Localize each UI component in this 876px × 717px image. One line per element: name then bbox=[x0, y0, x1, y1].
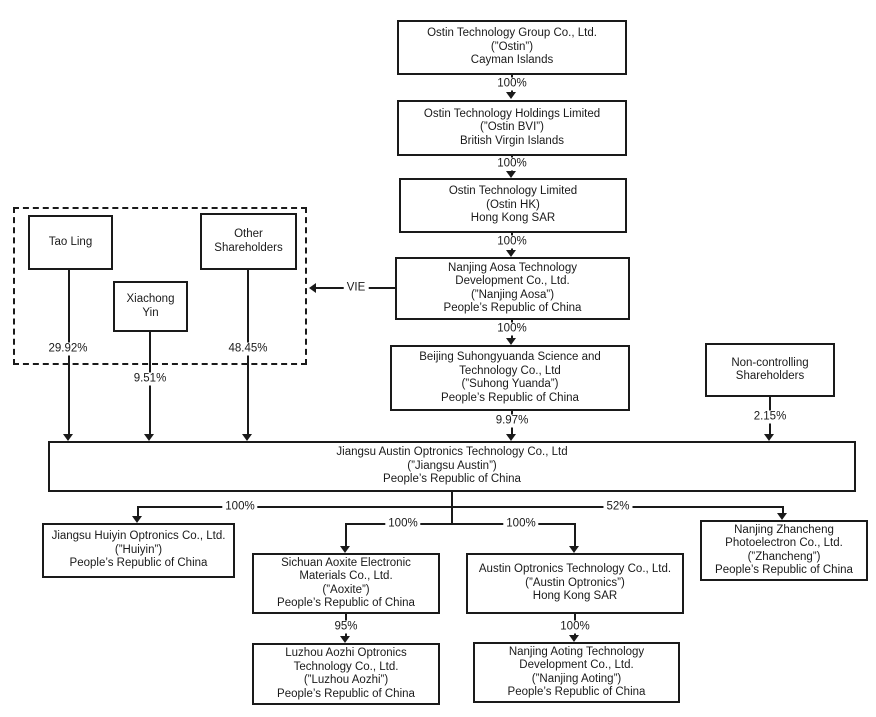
arrowhead-down bbox=[132, 516, 142, 523]
connector-zhancheng-drop bbox=[782, 506, 784, 513]
edge-label-ownership: 29.92% bbox=[45, 343, 90, 356]
arrowhead-down bbox=[63, 434, 73, 441]
node-line: Shareholders bbox=[735, 370, 805, 382]
node-line: People’s Republic of China bbox=[441, 391, 579, 404]
node-xiachong-yin bbox=[113, 281, 188, 332]
node-line: (”Ostin”) bbox=[490, 40, 534, 53]
node-line: Cayman Islands bbox=[470, 54, 554, 67]
edge-label-vie: VIE bbox=[344, 282, 369, 295]
edge-label-ownership: 9.97% bbox=[493, 415, 532, 428]
node-line: (Ostin HK) bbox=[486, 198, 540, 211]
connector-level2-rail bbox=[345, 523, 576, 525]
node-line: Sichuan Aoxite Electronic bbox=[281, 556, 411, 569]
edge-label-ownership: 95% bbox=[331, 621, 360, 634]
arrowhead-down bbox=[777, 513, 787, 520]
node-ostin-group bbox=[397, 20, 627, 75]
edge-label-ownership: 100% bbox=[494, 236, 529, 249]
node-line: People’s Republic of China bbox=[443, 302, 582, 314]
connector-stem bbox=[451, 492, 453, 525]
node-line: Nanjing Aosa Technology bbox=[448, 261, 577, 274]
node-line: Jiangsu Huiyin Optronics Co., Ltd. bbox=[51, 530, 226, 543]
arrowhead-down bbox=[340, 636, 350, 643]
node-line: Austin Optronics Technology Co., Ltd. bbox=[478, 563, 672, 576]
arrowhead-down bbox=[506, 338, 516, 345]
node-ostin-bvi bbox=[397, 100, 627, 156]
edge-label-ownership: 100% bbox=[385, 518, 420, 531]
node-line: Ostin Technology Group Co., Ltd. bbox=[427, 27, 597, 40]
node-line: Photoelectron Co., Ltd. bbox=[725, 537, 843, 549]
arrowhead-down bbox=[144, 434, 154, 441]
node-line: Materials Co., Ltd. bbox=[299, 570, 393, 582]
arrowhead-down bbox=[340, 546, 350, 553]
node-line: People’s Republic of China bbox=[277, 687, 415, 700]
node-line: (”Huiyin”) bbox=[114, 543, 163, 556]
node-aoxite bbox=[252, 553, 440, 614]
node-line: (”Ostin BVI”) bbox=[480, 121, 544, 134]
node-line: Development Co., Ltd. bbox=[519, 659, 634, 671]
node-nanjing-aoting bbox=[473, 642, 680, 703]
node-line: (”Luzhou Aozhi”) bbox=[303, 674, 389, 686]
node-austin-optronics bbox=[466, 553, 684, 614]
node-huiyin bbox=[42, 523, 235, 578]
node-line: British Virgin Islands bbox=[460, 134, 564, 147]
node-line: People’s Republic of China bbox=[507, 686, 646, 698]
node-non-controlling-shareholders bbox=[705, 343, 835, 397]
node-nanjing-aosa bbox=[395, 257, 630, 320]
node-line: Other bbox=[234, 228, 263, 240]
node-line: Tao Ling bbox=[48, 235, 93, 248]
edge-label-ownership: 100% bbox=[494, 158, 529, 171]
node-line: (”Zhancheng”) bbox=[747, 550, 821, 563]
connector-austin-optronics-drop bbox=[574, 523, 576, 546]
node-line: People’s Republic of China bbox=[715, 564, 853, 576]
node-line: Technology Co., Ltd bbox=[459, 364, 561, 377]
node-line: (”Nanjing Aoting”) bbox=[531, 672, 622, 685]
node-line: Hong Kong SAR bbox=[470, 212, 556, 225]
node-line: Non-controlling bbox=[731, 356, 809, 369]
node-line: Nanjing Aoting Technology bbox=[508, 645, 645, 658]
node-line: Technology Co., Ltd. bbox=[293, 660, 399, 673]
node-line: (”Austin Optronics”) bbox=[525, 576, 625, 589]
node-line: Hong Kong SAR bbox=[532, 590, 618, 603]
arrowhead-down bbox=[506, 434, 516, 441]
arrowhead-down bbox=[764, 434, 774, 441]
arrowhead-down bbox=[242, 434, 252, 441]
node-other-shareholders bbox=[200, 213, 297, 270]
node-line: Nanjing Zhancheng bbox=[734, 523, 834, 536]
edge-label-ownership: 2.15% bbox=[751, 411, 790, 424]
node-line: (”Jiangsu Austin”) bbox=[407, 459, 497, 472]
node-line: (”Nanjing Aosa”) bbox=[470, 288, 555, 301]
node-line: Ostin Technology Limited bbox=[448, 185, 578, 198]
node-jiangsu-austin bbox=[48, 441, 856, 492]
node-line: Luzhou Aozhi Optronics bbox=[285, 647, 407, 659]
node-suhong-yuanda bbox=[390, 345, 630, 411]
node-line: (”Suhong Yuanda”) bbox=[461, 378, 559, 390]
node-line: Jiangsu Austin Optronics Technology Co., Ltd bbox=[336, 446, 568, 459]
node-line: People’s Republic of China bbox=[69, 557, 208, 570]
edge-label-ownership: 100% bbox=[557, 621, 592, 634]
node-line: Beijing Suhongyuanda Science and bbox=[419, 351, 601, 363]
node-line: Ostin Technology Holdings Limited bbox=[423, 107, 601, 120]
edge-label-ownership: 100% bbox=[494, 78, 529, 91]
edge-label-ownership: 52% bbox=[603, 501, 632, 514]
arrowhead-down bbox=[506, 250, 516, 257]
connector-huiyin-drop bbox=[137, 506, 139, 516]
arrowhead-down bbox=[506, 92, 516, 99]
node-line: People’s Republic of China bbox=[383, 473, 521, 486]
node-tao-ling bbox=[28, 215, 113, 270]
arrowhead-left bbox=[309, 283, 316, 293]
edge-label-ownership: 48.45% bbox=[225, 343, 270, 356]
edge-label-ownership: 100% bbox=[503, 518, 538, 531]
node-line: Yin bbox=[142, 306, 159, 319]
node-zhancheng bbox=[700, 520, 868, 581]
node-line: Development Co., Ltd. bbox=[455, 275, 570, 287]
node-line: People’s Republic of China bbox=[277, 597, 415, 609]
node-luzhou-aozhi bbox=[252, 643, 440, 705]
edge-label-ownership: 100% bbox=[222, 501, 257, 514]
arrowhead-down bbox=[569, 546, 579, 553]
edge-label-ownership: 9.51% bbox=[131, 373, 170, 386]
edge-label-ownership: 100% bbox=[494, 323, 529, 336]
node-line: (”Aoxite”) bbox=[322, 583, 370, 596]
arrowhead-down bbox=[569, 635, 579, 642]
node-line: Xiachong bbox=[126, 293, 175, 305]
node-ostin-hk bbox=[399, 178, 627, 233]
arrowhead-down bbox=[506, 171, 516, 178]
node-line: Shareholders bbox=[214, 241, 283, 254]
connector-aoxite-drop bbox=[345, 523, 347, 546]
